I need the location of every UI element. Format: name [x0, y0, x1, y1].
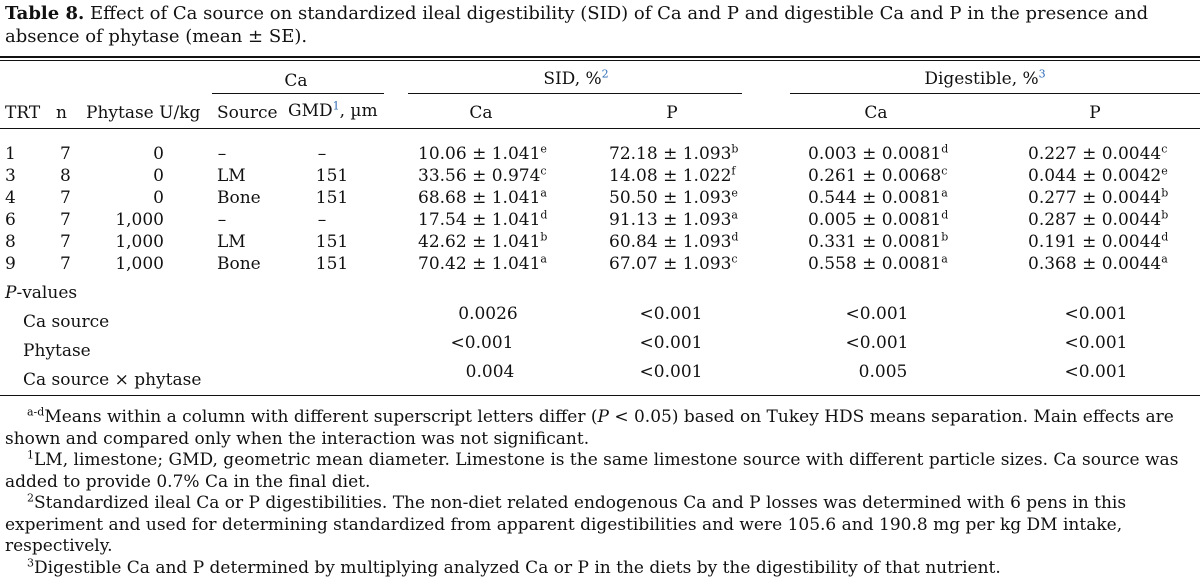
cell-n: 8 [60, 166, 71, 186]
pvalue-dig-p: <0.001 [1065, 333, 1128, 353]
col-header-sid-p: P [666, 103, 677, 123]
cell-gmd: 151 [316, 232, 348, 252]
table-bottom-rule [0, 395, 1200, 396]
pvalue-sid-ca: 0.0026 [458, 304, 517, 324]
cell-dig-ca: 0.544 ± 0.0081$^a$ [808, 188, 948, 208]
cell-sid-ca: 17.54 ± 1.041$^d$ [418, 210, 547, 230]
digestible-group-underline [790, 93, 1200, 94]
cell-dig-ca: 0.331 ± 0.0081$^b$ [808, 232, 948, 252]
footnote-ref-2: 2 [602, 67, 609, 80]
cell-n: 7 [60, 210, 71, 230]
cell-gmd: – [318, 210, 327, 230]
cell-gmd: 151 [316, 254, 348, 274]
cell-phytase: 1,000 [115, 232, 164, 252]
cell-dig-ca: 0.261 ± 0.0068$^c$ [808, 166, 947, 186]
col-header-trt: TRT [5, 103, 40, 123]
cell-trt: 3 [5, 166, 16, 186]
cell-trt: 9 [5, 254, 16, 274]
group-header-ca: Ca [284, 71, 307, 91]
pvalue-dig-p: <0.001 [1065, 362, 1128, 382]
col-header-gmd: GMD$^1$, µm [288, 101, 378, 121]
table-caption-text: Effect of Ca source on standardized ileal digestibility (SID) of Ca and P and digestible Ca and P in the presence and absence of phytase (mean ± SE). [5, 3, 1148, 47]
cell-source: Bone [217, 254, 261, 274]
cell-dig-p: 0.191 ± 0.0044$^d$ [1028, 232, 1168, 252]
col-header-sid-ca: Ca [469, 103, 492, 123]
cell-dig-ca: 0.005 ± 0.0081$^d$ [808, 210, 948, 230]
pvalue-sid-p: <0.001 [640, 362, 703, 382]
col-header-source: Source [217, 103, 278, 123]
cell-phytase: 1,000 [115, 254, 164, 274]
table-footnotes [5, 407, 1197, 579]
pvalue-dig-ca: <0.001 [846, 304, 909, 324]
ca-group-underline [212, 93, 384, 94]
pvalue-label: Phytase [23, 341, 91, 361]
col-header-n: n [56, 103, 67, 123]
cell-dig-p: 0.368 ± 0.0044$^a$ [1028, 254, 1168, 274]
col-header-phytase: Phytase U/kg [86, 103, 200, 123]
cell-source: – [218, 144, 227, 164]
header-bottom-rule [0, 128, 1200, 129]
table-caption [5, 2, 1197, 48]
cell-sid-p: 50.50 ± 1.093$^e$ [609, 188, 738, 208]
pvalues-heading: P-values [5, 283, 77, 303]
cell-sid-ca: 70.42 ± 1.041$^a$ [418, 254, 547, 274]
pvalue-sid-p: <0.001 [640, 304, 703, 324]
footnote-letters: $^{a-d}$Means within a column with different superscript letters differ (P < 0.05) based on Tukey HDS means separation. Main effects are shown and compared only when the interaction was not significant. [5, 407, 1197, 450]
group-header-sid: SID, %$^2$ [543, 69, 608, 89]
cell-source: LM [217, 166, 246, 186]
top-double-rule-1 [0, 56, 1200, 58]
pvalue-dig-p: <0.001 [1065, 304, 1128, 324]
pvalue-label: Ca source [23, 312, 109, 332]
cell-dig-p: 0.227 ± 0.0044$^c$ [1028, 144, 1167, 164]
pvalue-dig-ca: <0.001 [846, 333, 909, 353]
cell-n: 7 [60, 232, 71, 252]
cell-gmd: – [318, 144, 327, 164]
cell-sid-p: 14.08 ± 1.022$^f$ [609, 166, 735, 186]
table-label: Table 8. [5, 3, 84, 24]
cell-n: 7 [60, 144, 71, 164]
cell-source: – [218, 210, 227, 230]
cell-trt: 1 [5, 144, 16, 164]
sid-group-underline [408, 93, 742, 94]
cell-gmd: 151 [316, 166, 348, 186]
pvalue-dig-ca: 0.005 [859, 362, 908, 382]
footnote-ref-1: 1 [333, 99, 340, 112]
cell-sid-p: 67.07 ± 1.093$^c$ [609, 254, 738, 274]
pvalue-sid-p: <0.001 [640, 333, 703, 353]
group-header-digestible: Digestible, %$^3$ [924, 69, 1045, 89]
footnote-ref-3: 3 [1039, 67, 1046, 80]
cell-dig-p: 0.044 ± 0.0042$^e$ [1028, 166, 1168, 186]
cell-phytase: 1,000 [115, 210, 164, 230]
cell-source: LM [217, 232, 246, 252]
pvalue-sid-ca: <0.001 [451, 333, 514, 353]
cell-sid-ca: 68.68 ± 1.041$^a$ [418, 188, 547, 208]
cell-trt: 4 [5, 188, 16, 208]
cell-dig-ca: 0.003 ± 0.0081$^d$ [808, 144, 948, 164]
cell-phytase: 0 [153, 188, 164, 208]
cell-dig-p: 0.287 ± 0.0044$^b$ [1028, 210, 1168, 230]
cell-trt: 8 [5, 232, 16, 252]
cell-sid-ca: 10.06 ± 1.041$^e$ [418, 144, 547, 164]
pvalue-label: Ca source × phytase [23, 370, 201, 390]
footnote-1: $^1$LM, limestone; GMD, geometric mean diameter. Limestone is the same limestone source with different particle sizes. Ca source was added to provide 0.7% Ca in the final diet. [5, 450, 1197, 493]
cell-n: 7 [60, 188, 71, 208]
cell-sid-ca: 33.56 ± 0.974$^c$ [418, 166, 547, 186]
top-double-rule-2 [0, 60, 1200, 61]
cell-dig-ca: 0.558 ± 0.0081$^a$ [808, 254, 948, 274]
pvalue-sid-ca: 0.004 [466, 362, 515, 382]
cell-phytase: 0 [153, 166, 164, 186]
footnote-2: $^2$Standardized ileal Ca or P digestibilities. The non-diet related endogenous Ca and P losses was determined with 6 pens in this experiment and used for determining standardized from apparent digestibilities and were 105.6 and 190.8 mg per kg DM intake, respectively. [5, 493, 1197, 558]
cell-sid-p: 91.13 ± 1.093$^a$ [609, 210, 738, 230]
col-header-dig-p: P [1089, 103, 1100, 123]
footnote-3: $^3$Digestible Ca and P determined by multiplying analyzed Ca or P in the diets by the digestibility of that nutrient. [5, 558, 1197, 579]
cell-phytase: 0 [153, 144, 164, 164]
col-header-dig-ca: Ca [864, 103, 887, 123]
cell-n: 7 [60, 254, 71, 274]
cell-source: Bone [217, 188, 261, 208]
cell-gmd: 151 [316, 188, 348, 208]
cell-sid-ca: 42.62 ± 1.041$^b$ [418, 232, 547, 252]
cell-dig-p: 0.277 ± 0.0044$^b$ [1028, 188, 1168, 208]
cell-trt: 6 [5, 210, 16, 230]
cell-sid-p: 60.84 ± 1.093$^d$ [609, 232, 738, 252]
cell-sid-p: 72.18 ± 1.093$^b$ [609, 144, 738, 164]
